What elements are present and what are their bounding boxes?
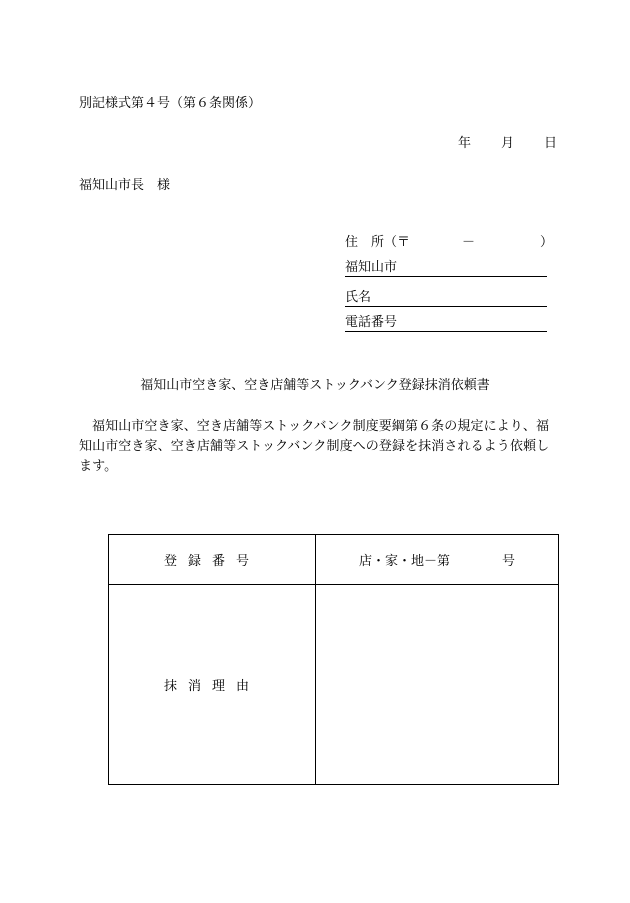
reason-label-cell [109, 585, 316, 785]
document-title: 福知山市空き家、空き店舗等ストックバンク登録抹消依頼書 [140, 378, 490, 393]
addressee: 福知山市長 様 [79, 178, 171, 193]
registration-number-value: 店・家・地－第 号 [358, 554, 515, 569]
registration-number-value-cell[interactable] [316, 535, 559, 585]
registration-number-label: 登録番号 [163, 554, 260, 569]
date-line [458, 136, 557, 152]
name-label: 氏名 [345, 290, 372, 305]
date-year: 年 [458, 136, 472, 151]
date-day: 日 [544, 136, 558, 151]
reason-label: 抹消理由 [163, 679, 260, 694]
table-row [109, 585, 559, 785]
registration-number-label-cell [109, 535, 316, 585]
phone-field[interactable] [345, 315, 547, 332]
date-month: 月 [501, 136, 515, 151]
body-text: 福知山市空き家、空き店舗等ストックバンク制度要綱第６条の規定により、福知山市空き家、空き店舗等ストックバンク制度への登録を抹消されるよう依頼します。 [79, 419, 550, 474]
table-row [109, 535, 559, 585]
address-label: 住 所（〒 － ） [345, 235, 554, 250]
reason-value-cell[interactable] [316, 585, 559, 785]
address-city-field[interactable] [345, 260, 547, 277]
phone-label: 電話番号 [345, 315, 398, 330]
registration-table [108, 534, 559, 785]
form-number: 別記様式第４号（第６条関係） [79, 96, 262, 111]
address-city-label: 福知山市 [345, 260, 398, 275]
name-field[interactable] [345, 290, 547, 307]
